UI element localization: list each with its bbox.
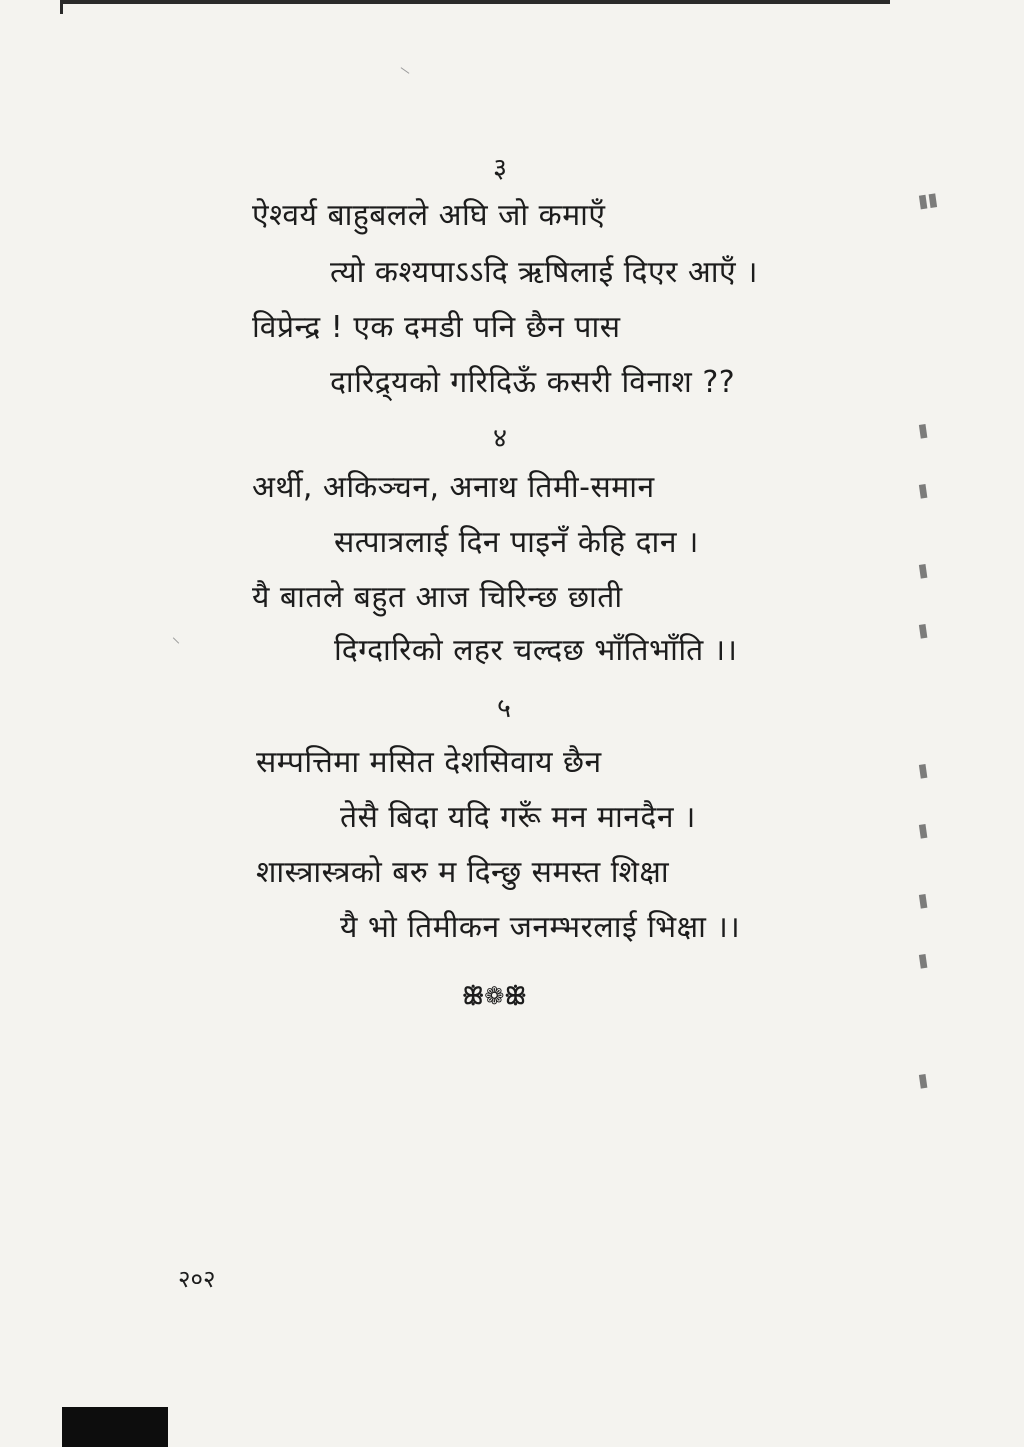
show-through-mark: ▮ bbox=[916, 559, 930, 582]
verse-line: यै भो तिमीकन जनम्भरलाई भिक्षा ।। bbox=[340, 910, 741, 945]
stanza-number: ५ bbox=[496, 693, 512, 724]
paper-speck bbox=[173, 637, 179, 643]
verse-line: दिग्दारिको लहर चल्दछ भाँतिभाँति ।। bbox=[334, 633, 738, 668]
verse-line: शास्त्रास्त्रको बरु म दिन्छु समस्त शिक्षा bbox=[256, 855, 670, 890]
verse-line: विप्रेन्द्र ! एक दमडी पनि छैन पास bbox=[252, 310, 621, 345]
show-through-mark: ▮ bbox=[916, 1069, 930, 1092]
show-through-mark: ▮ bbox=[916, 619, 930, 642]
page-number: २०२ bbox=[178, 1265, 216, 1293]
verse-line: यै बातले बहुत आज चिरिन्छ छाती bbox=[252, 580, 623, 615]
binding-shadow bbox=[62, 1407, 168, 1447]
show-through-mark: ▮ bbox=[916, 819, 930, 842]
ornament-divider: ꕥ❁ꕥ bbox=[462, 982, 527, 1010]
show-through-mark: ▮ bbox=[916, 889, 930, 912]
stanza-number: ३ bbox=[492, 153, 508, 184]
verse-line: ऐश्वर्य बाहुबलले अघि जो कमाएँ bbox=[252, 198, 606, 233]
verse-line: दारिद्र्यको गरिदिऊँ कसरी विनाश ?? bbox=[330, 365, 736, 400]
verse-line: तेसै बिदा यदि गरूँ मन मानदैन । bbox=[340, 800, 696, 835]
paper-speck bbox=[401, 67, 410, 74]
show-through-mark: ▮ bbox=[916, 759, 930, 782]
show-through-mark: ▮▮ bbox=[916, 188, 940, 213]
verse-line: सम्पत्तिमा मसित देशसिवाय छैन bbox=[256, 745, 602, 780]
show-through-mark: ▮ bbox=[916, 419, 930, 442]
verse-line: सत्पात्रलाई दिन पाइनँ केहि दान । bbox=[334, 525, 699, 560]
page-edge-shadow bbox=[60, 0, 890, 4]
stanza-number: ४ bbox=[492, 423, 508, 454]
show-through-mark: ▮ bbox=[916, 479, 930, 502]
verse-line: अर्थी, अकिञ्चन, अनाथ तिमी-समान bbox=[252, 470, 655, 505]
show-through-mark: ▮ bbox=[916, 949, 930, 972]
page-edge-corner bbox=[60, 0, 63, 14]
verse-line: त्यो कश्यपाऽऽदि ऋषिलाई दिएर आएँ । bbox=[330, 255, 758, 290]
